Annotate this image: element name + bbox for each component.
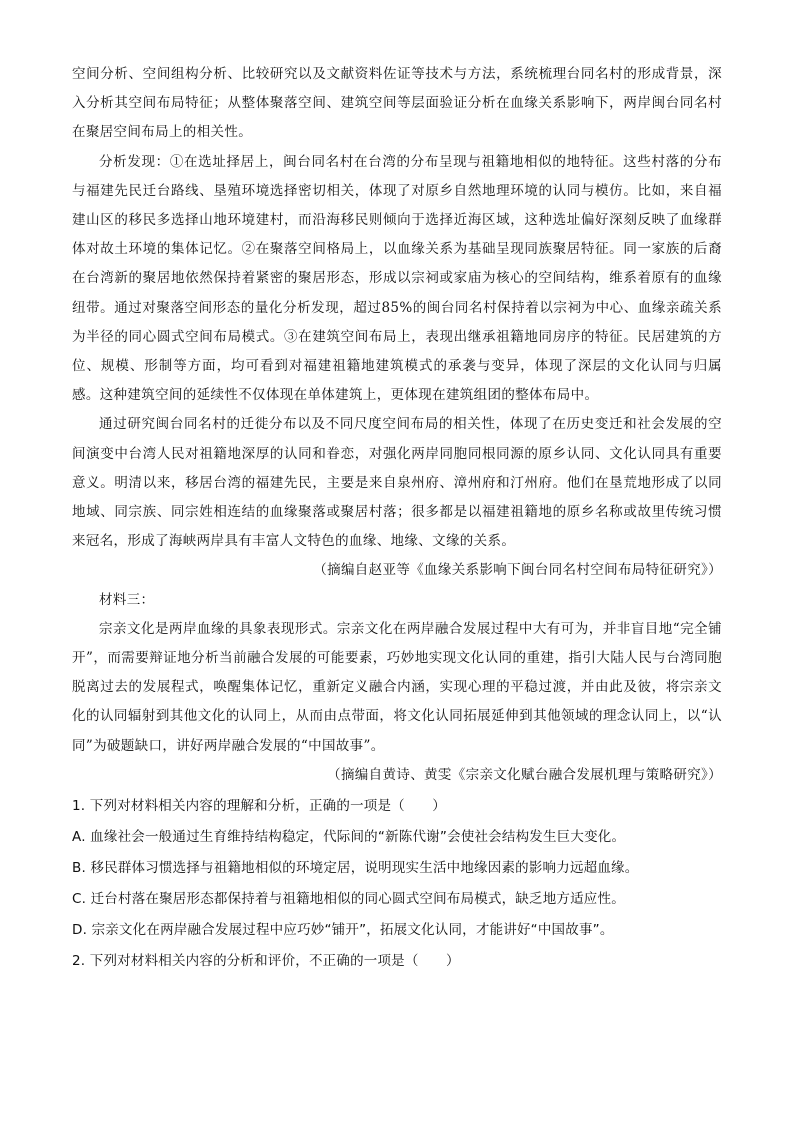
material2-paragraph-3: 通过研究闽台同名村的迁徙分布以及不同尺度空间布局的相关性，体现了在历史变迁和社会发展的空间演变中台湾人民对祖籍地深厚的认同和眷恋，对强化两岸同胞同根同源的原乡认同、文化认同具有重要意义。明清以来，移居台湾的福建先民，主要是来自泉州府、漳州府和汀州府。他们在垦荒地形成了以同地域、同宗族、同宗姓相连结的血缘聚落或聚居村落；很多都是以福建祖籍地的原乡名称或故里传统习惯来冠名，形成了海峡两岸具有丰富人文特色的血缘、地缘、文缘的关系。 bbox=[72, 416, 722, 550]
material3-label: 材料三： bbox=[99, 591, 155, 608]
question-1-stem: 1. 下列对材料相关内容的理解和分析，正确的一项是（ ） bbox=[72, 798, 446, 815]
question-1-option-c[interactable]: C. 迁台村落在聚居形态都保持着与祖籍地相似的同心圆式空间布局模式，缺乏地方适应性。 bbox=[72, 891, 625, 908]
material2-paragraph-2: 分析发现：①在选址择居上，闽台同名村在台湾的分布呈现与祖籍地相似的地特征。这些村落的分布与福建先民迁台路线、垦殖环境选择密切相关，体现了对原乡自然地理环境的认同与模仿。比如，来自福建山区的移民多选择山地环境建村，而沿海移民则倾向于选择近海区域，这种选址偏好深刻反映了血缘群体对故土环境的集体记忆。②在聚落空间格局上，以血缘关系为基础呈现同族聚居特征。同一家族的后裔在台湾新的聚居地依然保持着紧密的聚居形态，形成以宗祠或家庙为核心的空间结构，维系着原有的血缘纽带。通过对聚落空间形态的量化分析发现，超过85%的闽台同名村保持着以宗祠为中心、血缘亲疏关系为半径的同心圆式空间布局模式。③在建筑空间布局上，表现出继承祖籍地同房序的特征。民居建筑的方位、规模、形制等方面，均可看到对福建祖籍地建筑模式的承袭与变异，体现了深层的文化认同与归属感。这种建筑空间的延续性不仅体现在单体建筑上，更体现在建筑组团的整体布局中。 bbox=[72, 153, 722, 404]
document-page bbox=[72, 60, 722, 977]
question-1-option-a[interactable]: A. 血缘社会一般通过生育维持结构稳定，代际间的“新陈代谢”会使社会结构发生巨大变化。 bbox=[72, 829, 626, 846]
material2-source: （摘编自赵亚等《血缘关系影响下闽台同名村空间布局特征研究》） bbox=[313, 562, 722, 579]
material3-paragraph-1: 宗亲文化是两岸血缘的具象表现形式。宗亲文化在两岸融合发展过程中大有可为，并非盲目地“完全铺开”，而需要辩证地分析当前融合发展的可能要素，巧妙地实现文化认同的重建，指引大陆人民与台湾同胞脱离过去的发展程式，唤醒集体记忆，重新定义融合内涵，实现心理的平稳过渡，并由此及彼，将宗亲文化的认同辐射到其他文化的认同上，从而由点带面，将文化认同拓展延伸到其他领域的理念认同上，以“认同”为破题缺口，讲好两岸融合发展的“中国故事”。 bbox=[72, 620, 722, 754]
material3-source: （摘编自黄诗、黄雯《宗亲文化赋台融合发展机理与策略研究》） bbox=[327, 766, 722, 783]
question-1-option-b[interactable]: B. 移民群体习惯选择与祖籍地相似的环境定居，说明现实生活中地缘因素的影响力远超血缘。 bbox=[72, 860, 639, 877]
question-1-option-d[interactable]: D. 宗亲文化在两岸融合发展过程中应巧妙“铺开”，拓展文化认同，才能讲好“中国故事”。 bbox=[72, 922, 614, 939]
questions-section bbox=[72, 791, 722, 977]
question-2-stem: 2. 下列对材料相关内容的分析和评价，不正确的一项是（ ） bbox=[72, 953, 460, 970]
material2-paragraph-1: 空间分析、空间组构分析、比较研究以及文献资料佐证等技术与方法，系统梳理台同名村的形成背景，深入分析其空间布局特征；从整体聚落空间、建筑空间等层面验证分析在血缘关系影响下，两岸闽台同名村在聚居空间布局上的相关性。 bbox=[72, 66, 722, 141]
